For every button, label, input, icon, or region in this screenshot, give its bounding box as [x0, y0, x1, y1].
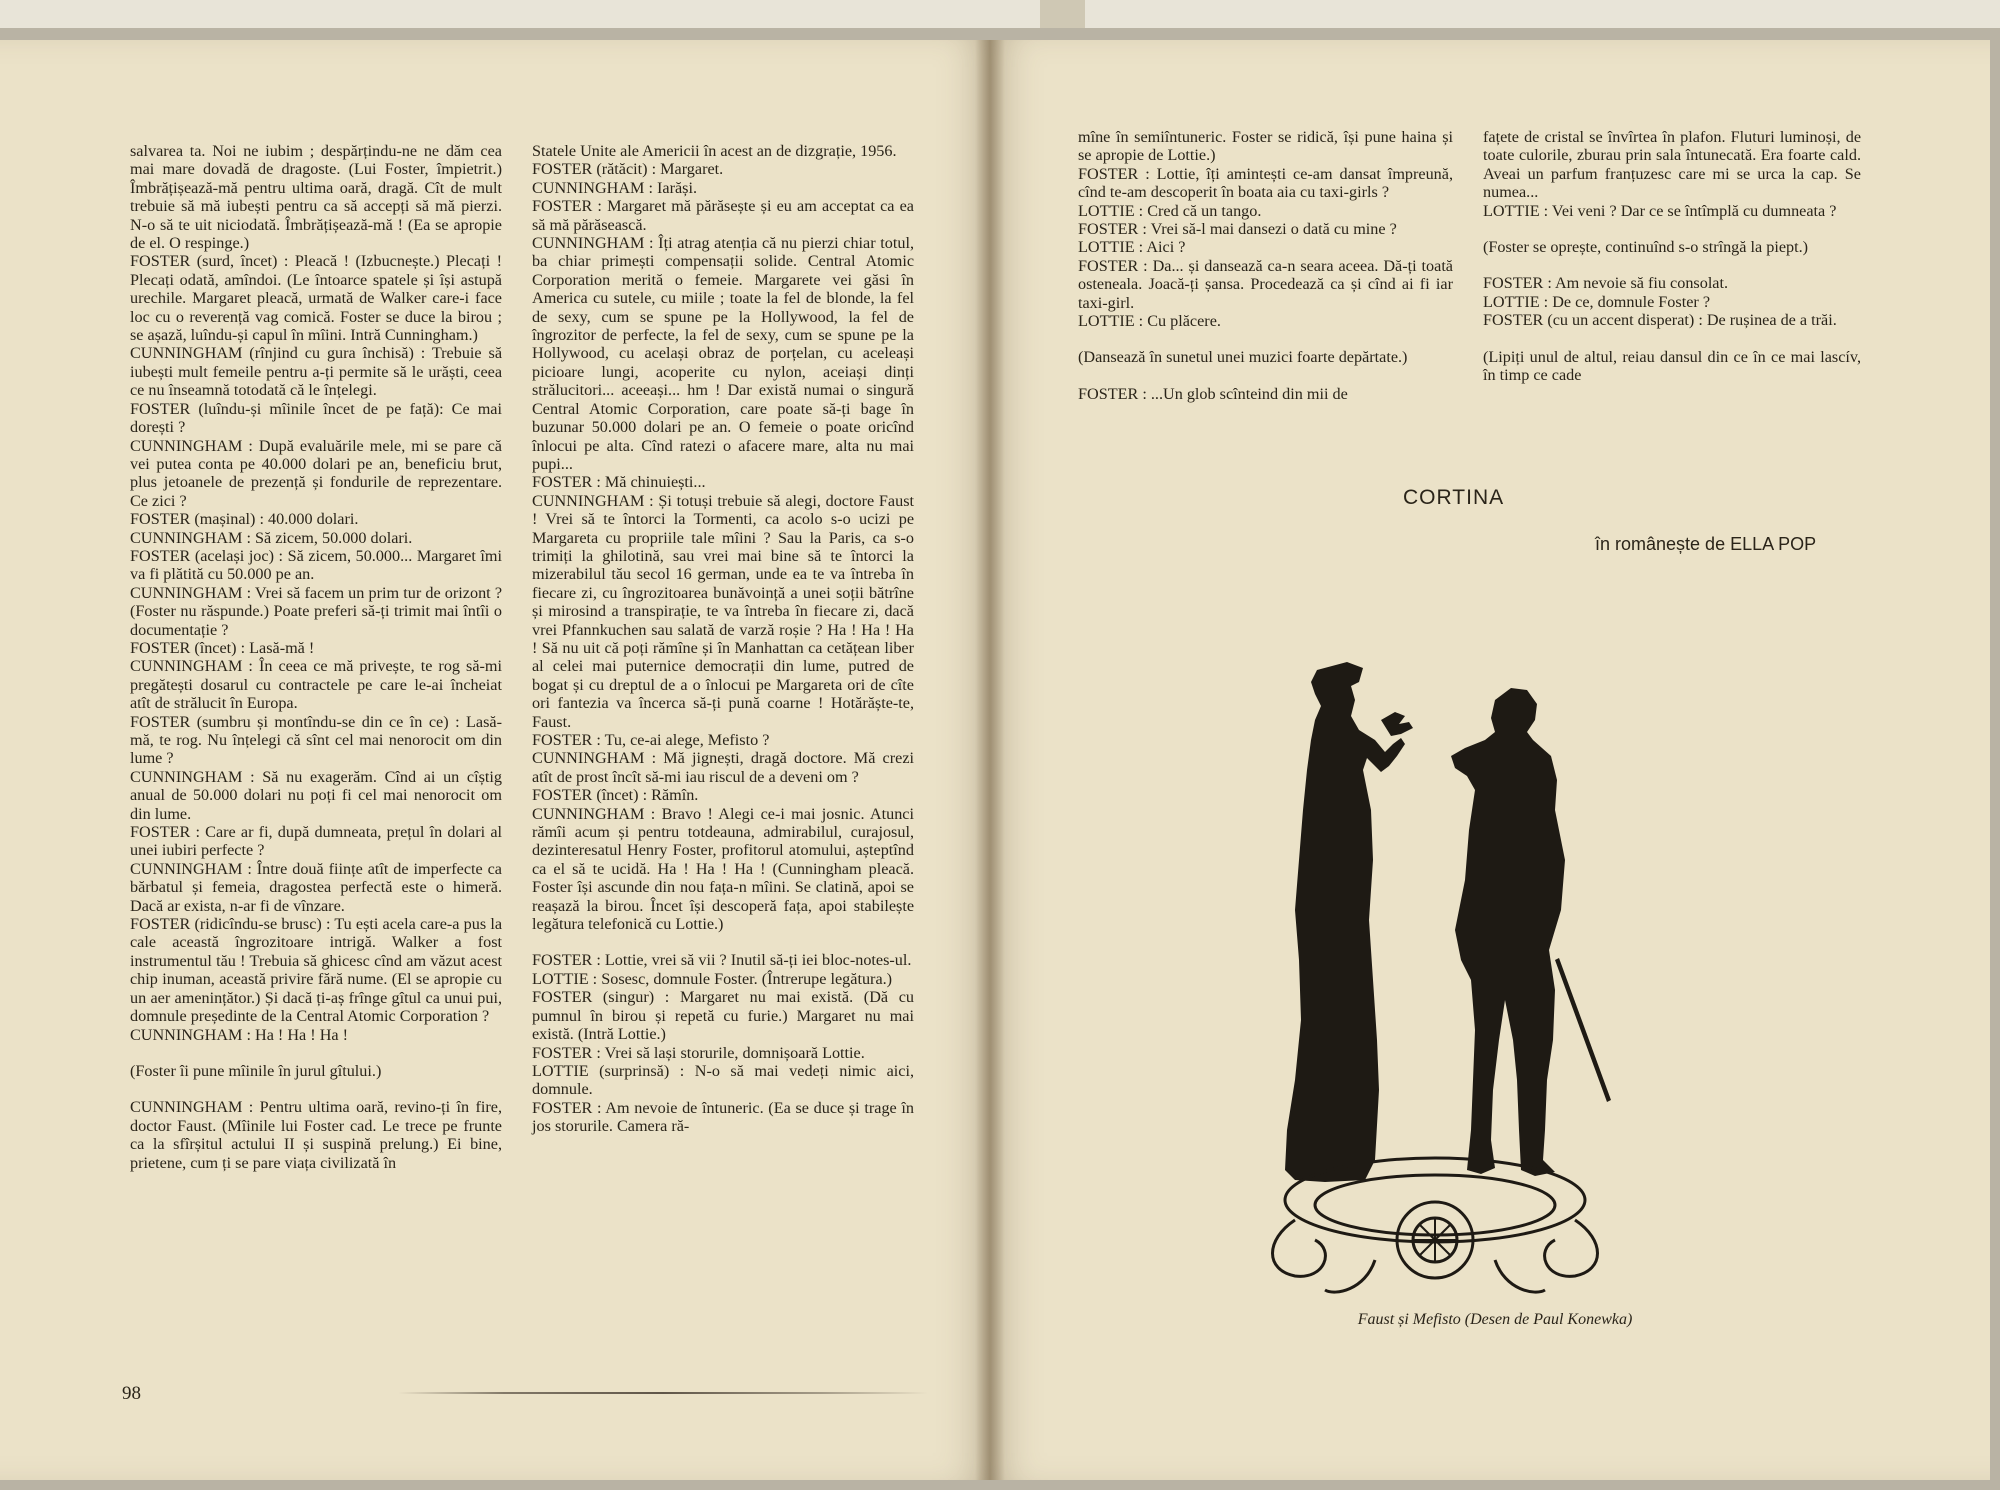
- paragraph: FOSTER : Am nevoie să fiu consolat.: [1483, 274, 1729, 293]
- paragraph: CUNNINGHAM : Îți atrag atenția că nu pierzi chiar totul, ba chiar primești compensații solide. Central Atomic Corporation merită o femeie. Margarete vei găsi în America cu sutele, cu miile ; toate la fel de blonde, la fel de sexy, cum se spune pe la Hollywood, la fel de îngrozitor de perfecte, la fel de sexy, cum se spune pe la Hollywood, cu același obraz de porțelan, cu aceleași picioare lungi, acoperite cu nylon, aceiași dinți strălucitori... aceeași... hm ! Dar există numai o singură Central Atomic Corporation, care poate să-ți bage în buzunar 50.000 dolari pe an. O femeie o poate oricînd înlocui pe alta. Cînd ratezi o afacere mare, alta nu mai pupi...: [532, 234, 914, 473]
- text-column-3: [1078, 128, 1453, 403]
- paragraph: CUNNINGHAM : Și totuși trebuie să alegi, doctore Faust ! Vrei să te întorci la Tormenti, ca acolo s-o ucizi pe Margareta cu propriile tale mîini ? Sau la Paris, ca s-o trimiți la ghilotină, sau vrei mai bine să te întorci la mizerabilul tău secol 16 german, unde ea te va întreba în fiecare zi, cu îngrozitoarea bunăvoință a unei soții bătrîne și mirosind a transpirație, te va întreba în fiecare zi, dacă vrei Pfannkuchen sau salată de varză roșie ? Ha ! Ha ! Ha ! Să nu uit că poți rămîne și în Manhattan ca cetățean liber al celei mai puternice democrații din lume, putred de bogat și cu dreptul de a o înlocui pe Margareta ori de cîte ori fantezia va încerca să-ți pună coarne ! Hotărăște-te, Faust.: [532, 491, 914, 731]
- paragraph: CUNNINGHAM : Să nu exagerăm. Cînd ai un cîștig anual de 50.000 dolari nu poți fi cel mai nenorocit om din lume.: [130, 767, 502, 823]
- paragraph: FOSTER (ridicîndu-se brusc) : Tu ești acela care-a pus la cale această îngrozitoare intrigă. Walker a fost instrumentul tău ! Trebuia să ghicesc cînd am văzut acest chip inuman, această privire fără nume. (El se apropie cu un aer amenințător.) Și dacă ți-aș frînge gîtul ca unui pui, domnule președinte de la Central Atomic Corporation ?: [130, 915, 502, 1026]
- paragraph: LOTTIE (surprinsă) : N-o să mai vedeți nimic aici, domnule.: [532, 1061, 914, 1099]
- paragraph: Statele Unite ale Americii în acest an de dizgrație, 1956.: [532, 142, 897, 160]
- paragraph-gap: [130, 1044, 502, 1062]
- paragraph: FOSTER (surd, încet) : Pleacă ! (Izbucnește.) Plecați ! Plecați odată, amîndoi. (Le întoarce spatele și își astupă urechile. Margaret pleacă, urmată de Walker care-i face loc cu o reverență vag comică. Foster se duce la birou ; se așază, luîndu-și capul în mîini. Intră Cunningham.): [130, 252, 502, 345]
- paragraph: FOSTER : Lottie, vrei să vii ? Inutil să-ți iei bloc-notes-ul.: [532, 951, 912, 970]
- paragraph: LOTTIE : Sosesc, domnule Foster. (Întrerupe legătura.): [532, 969, 893, 988]
- paragraph-gap: [1078, 367, 1453, 385]
- paragraph: FOSTER : Tu, ce-ai alege, Mefisto ?: [532, 731, 770, 749]
- paragraph: FOSTER (sumbru și montîndu-se din ce în ce) : Lasă-mă, te rog. Nu înțelegi că sînt cel mai nenorocit om din lume ?: [130, 712, 502, 768]
- paragraph: LOTTIE : Cu plăcere.: [1078, 312, 1221, 331]
- paragraph: CUNNINGHAM : Vrei să facem un prim tur de orizont ? (Foster nu răspunde.) Poate preferi să-ți trimit mai întîi o documentație ?: [130, 583, 502, 639]
- top-edge-strip: [1085, 0, 2000, 28]
- paragraph: CUNNINGHAM : Iarăși.: [532, 178, 697, 197]
- paragraph: (Foster îi pune mîinile în jurul gîtului.): [130, 1061, 382, 1080]
- paragraph-gap: [1483, 256, 1861, 274]
- paragraph: FOSTER : Am nevoie de întuneric. (Ea se duce și trage în jos storurile. Camera ră-: [532, 1098, 914, 1136]
- paragraph: CUNNINGHAM : În ceea ce mă privește, te rog să-mi pregătești dosarul cu contractele pe care le-ai încheiat atît de strălucit în Europa.: [130, 657, 502, 713]
- paragraph: FOSTER : Da... și dansează ca-n seara aceea. Dă-ți toată osteneala. Joacă-ți șansa. Procedează ca și cînd ai fi iar taxi-girl.: [1078, 256, 1453, 312]
- paragraph: fațete de cristal se învîrtea în plafon. Fluturi luminoși, de toate culorile, zburau prin sala întunecată. Era foarte cald. Aveai un parfum franțuzesc care mi se urca la cap. Se numea...: [1483, 128, 1861, 202]
- paragraph: salvarea ta. Noi ne iubim ; despărțindu-ne ne dăm cea mai mare dovadă de dragoste. (Lui Foster, împietrit.) Îmbrățișează-mă pentru ultima oară, dragă. Cît de mult trebuie să mă iubești pentru ca să accepți să mă pierzi. N-o să te uit niciodată. Îmbrățișează-mă ! (Ea se apropie de el. O respinge.): [130, 142, 502, 253]
- paragraph-gap: [1078, 330, 1453, 348]
- paragraph: FOSTER (același joc) : Să zicem, 50.000... Margaret îmi va fi plătită cu 50.000 pe an.: [130, 546, 502, 584]
- paragraph: CUNNINGHAM : Ha ! Ha ! Ha !: [130, 1025, 349, 1044]
- paragraph: FOSTER : Lottie, îți amintești ce-am dansat împreună, cînd te-am descoperit în boata aia cu taxi-girls ?: [1078, 164, 1453, 202]
- paragraph: FOSTER (luîndu-și mîinile încet de pe față): Ce mai dorești ?: [130, 399, 502, 437]
- page-number: 98: [122, 1383, 141, 1404]
- paragraph-gap: [1483, 220, 1861, 238]
- paragraph: LOTTIE : Aici ?: [1078, 238, 1186, 257]
- paragraph: FOSTER (singur) : Margaret nu mai există. (Dă cu pumnul în birou și repetă cu furie.) Margaret nu mai există. (Intră Lottie.): [532, 988, 914, 1044]
- paragraph: (Dansează în sunetul unei muzici foarte depărtate.): [1078, 348, 1408, 367]
- paragraph: FOSTER : Margaret mă părăsește și eu am acceptat ca ea să mă părăsească.: [532, 197, 914, 234]
- paragraph: (Lipiți unul de altul, reiau dansul din ce în ce mai lascív, în timp ce cade: [1483, 347, 1861, 385]
- paragraph: FOSTER (rătăcit) : Margaret.: [532, 160, 724, 179]
- top-edge-strip: [0, 0, 1040, 28]
- paragraph: LOTTIE : Cred că un tango.: [1078, 201, 1262, 220]
- translator-credit: în românește de ELLA POP: [1595, 534, 1817, 554]
- paragraph-gap: [1483, 330, 1861, 348]
- paragraph: CUNNINGHAM (rînjind cu gura închisă) : Trebuie să iubești mult femeile pentru a-ți permite să le urăști, ceea ce nu înseamnă totodată că le înțelegi.: [130, 344, 502, 400]
- paragraph: CUNNINGHAM : Între două ființe atît de imperfecte ca bărbatul și femeia, dragostea perfectă este o himeră. Dacă ar exista, n-ar fi de vînzare.: [130, 859, 502, 915]
- paragraph: CUNNINGHAM : Mă jignești, dragă doctore. Mă crezi atît de prost încît să-mi iau riscul de a deveni om ?: [532, 749, 914, 786]
- faust-mefisto-illustration: [1255, 660, 1705, 1300]
- paragraph: FOSTER (încet) : Rămîn.: [532, 786, 699, 805]
- decorative-rule: [398, 1392, 928, 1394]
- paragraph-gap: [532, 933, 914, 951]
- paragraph: (Foster se oprește, continuînd s-o strîngă la piept.): [1483, 238, 1809, 257]
- illustration-caption: Faust și Mefisto (Desen de Paul Konewka): [1357, 1311, 1633, 1328]
- paragraph: CUNNINGHAM : După evaluările mele, mi se pare că vei putea conta pe 40.000 dolari pe an, beneficiu brut, plus jetoanele de prezență și fondurile de reprezentare. Ce zici ?: [130, 436, 502, 510]
- text-column-2: [532, 142, 914, 1136]
- paragraph: mîne în semiîntuneric. Foster se ridică, își pune haina și se apropie de Lottie.): [1078, 128, 1453, 165]
- curtain-heading: CORTINA: [1403, 486, 1505, 509]
- paragraph: FOSTER : Care ar fi, după dumneata, prețul în dolari al unei iubiri perfecte ?: [130, 823, 502, 860]
- paragraph: LOTTIE : De ce, domnule Foster ?: [1483, 292, 1711, 311]
- paragraph: FOSTER (mașinal) : 40.000 dolari.: [130, 510, 359, 529]
- paragraph: CUNNINGHAM : Să zicem, 50.000 dolari.: [130, 528, 413, 547]
- paragraph: CUNNINGHAM : Pentru ultima oară, revino-ți în fire, doctor Faust. (Mîinile lui Foster cad. Le trece pe frunte ca la sfîrșitul actului II și suspină prelung.) Ei bine, prietene, cum ți se pare viața civilizată în: [130, 1098, 502, 1172]
- paragraph-gap: [130, 1080, 502, 1098]
- book-gutter: [975, 40, 1005, 1480]
- text-column-1: [130, 142, 502, 1172]
- paragraph: FOSTER : ...Un glob scînteind din mii de: [1078, 384, 1348, 403]
- paragraph: FOSTER : Vrei să-l mai dansezi o dată cu mine ?: [1078, 220, 1397, 239]
- paragraph: FOSTER : Mă chinuiești...: [532, 473, 706, 492]
- paragraph: CUNNINGHAM : Bravo ! Alegi ce-i mai josnic. Atunci rămîi acum și pentru totdeauna, admirabilul, curajosul, dezinteresatul Henry Foster, profitorul atomului, așteptînd ca el să te ucidă. Ha ! Ha ! Ha ! (Cunningham pleacă. Foster își ascunde din nou fața-n mîini. Se clatină, apoi se reașază la birou. Încet își descoperă fața, apoi stabilește legătura telefonică cu Lottie.): [532, 804, 914, 934]
- paragraph: FOSTER (încet) : Lasă-mă !: [130, 638, 315, 657]
- text-column-4: [1483, 128, 1861, 384]
- paragraph: FOSTER (cu un accent disperat) : De rușinea de a trăi.: [1483, 311, 1837, 330]
- paragraph: FOSTER : Vrei să lași storurile, domnișoară Lottie.: [532, 1043, 865, 1062]
- paragraph: LOTTIE : Vei veni ? Dar ce se întîmplă cu dumneata ?: [1483, 201, 1837, 220]
